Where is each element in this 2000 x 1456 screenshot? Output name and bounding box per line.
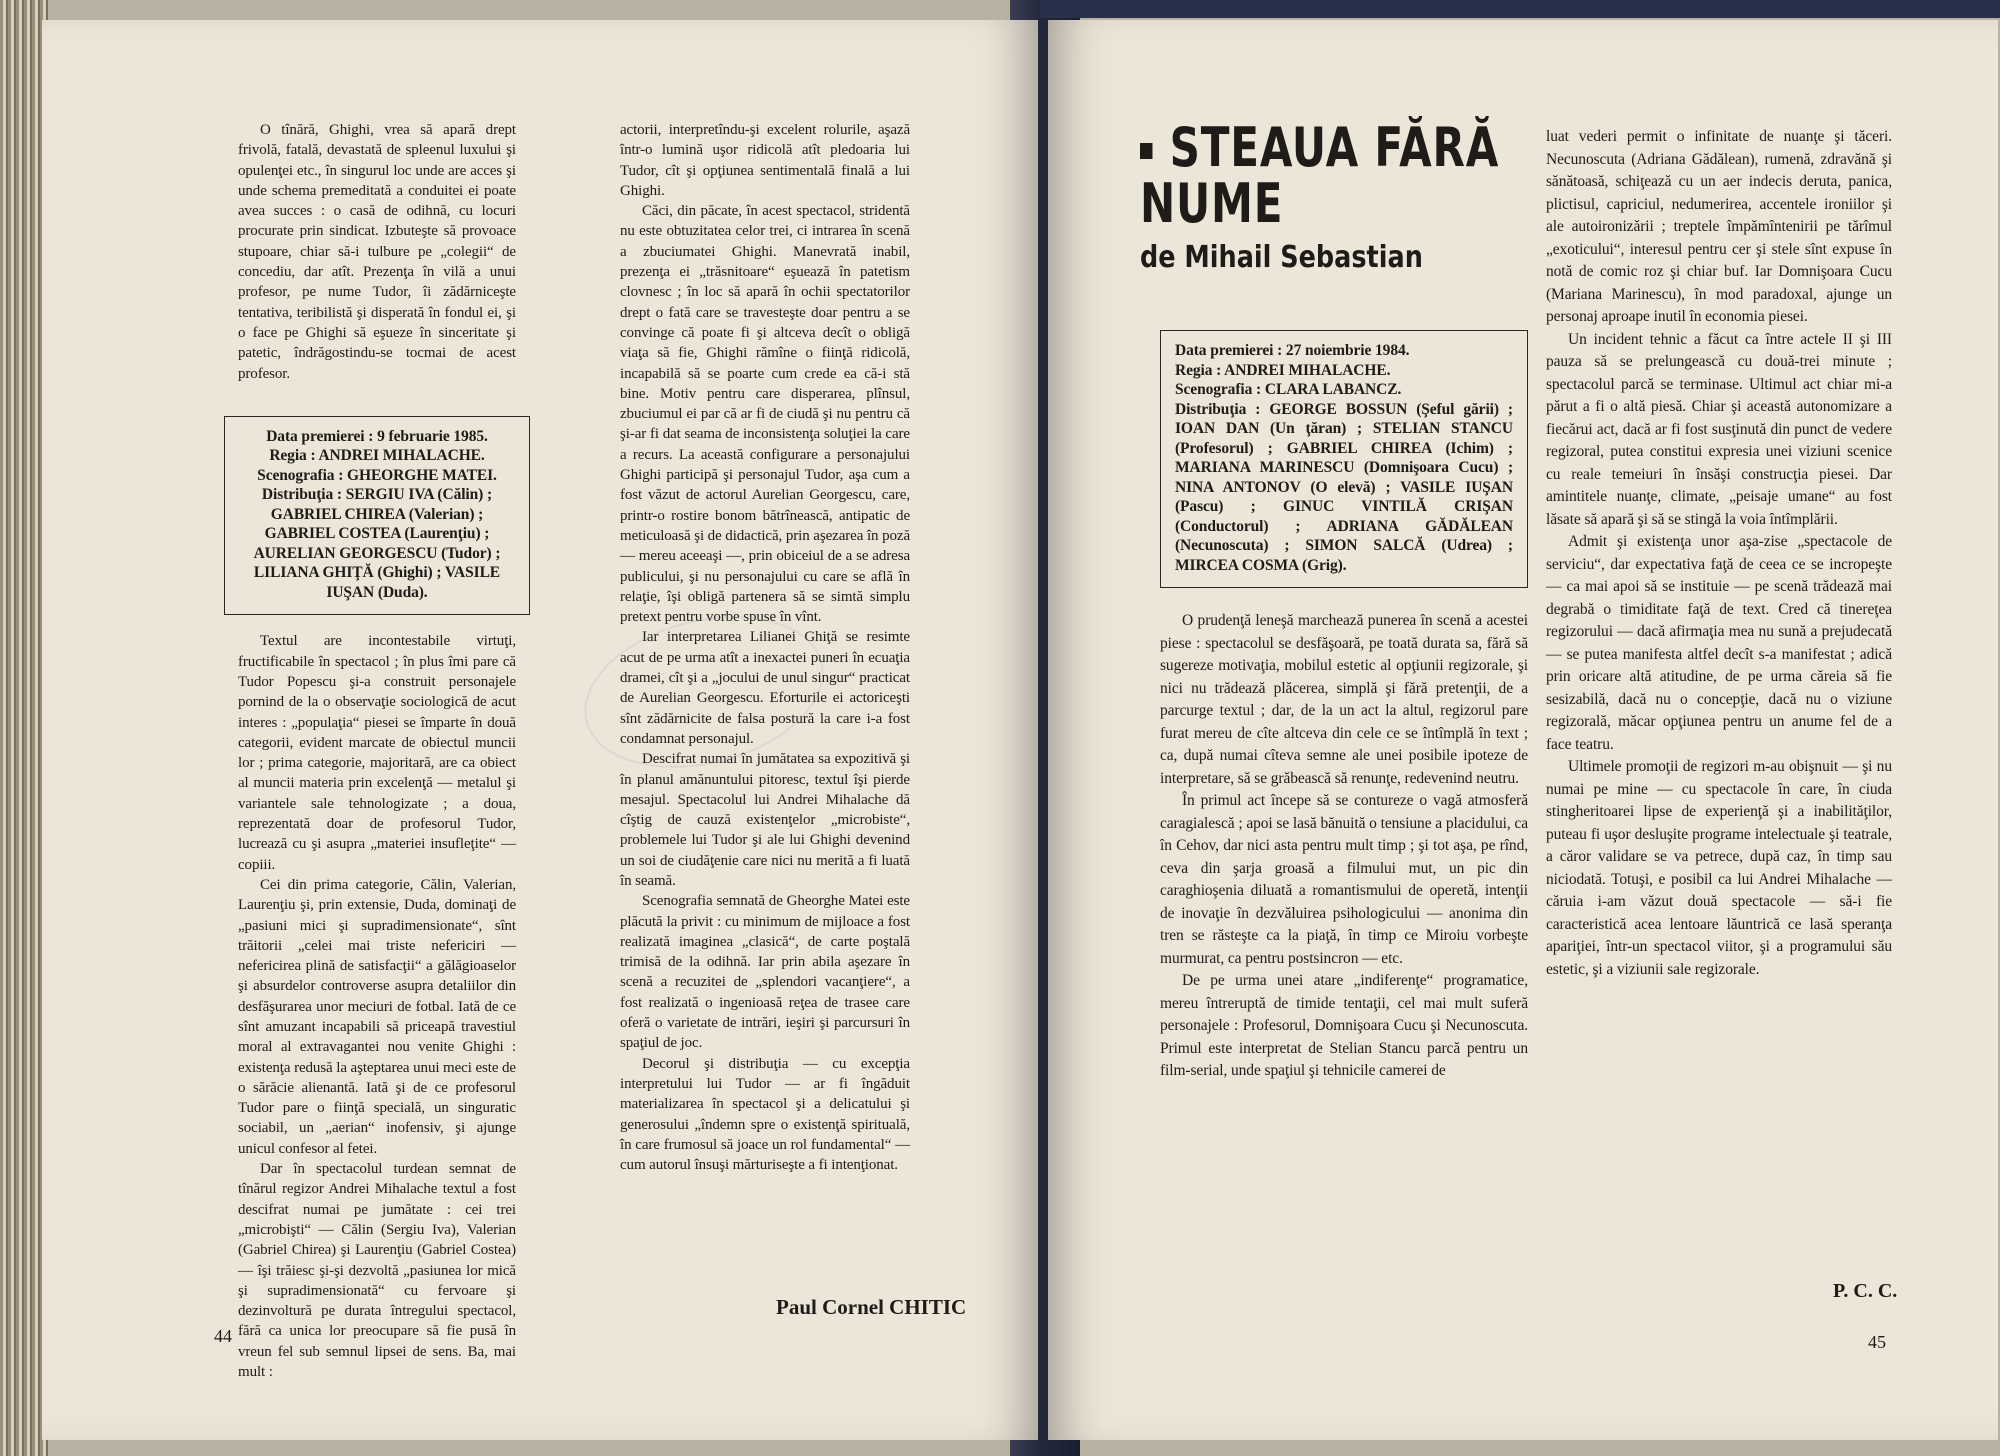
title-line-1: STEAUA FĂRĂ (1140, 120, 1452, 176)
right-column-2 (1546, 126, 1892, 981)
book-cover-edge (1040, 0, 2000, 18)
paragraph: Dar în spectacolul turdean semnat de tînărul regizor Andrei Mihalache textul a fost descifrat numai pe jumătate : cei trei „microbişti“ — Călin (Sergiu Iva), Valerian (Gabriel Chirea) şi Laurenţiu (Gabriel Costea) — îşi trăiesc şi-şi dezvoltă „pasiunea lor mică şi supradimensionată“ cu fervoare şi dezinvoltură pe durata întregului spectacol, fără ca unica lor preocupare să fie pusă în vreun fel sub semnul lipsei de sens. Ba, mai mult : (238, 1161, 516, 1381)
paragraph: Descifrat numai în jumătatea sa expozitivă şi în planul amănuntului pitoresc, textul îşi pierde mesajul. Spectacolul lui Andrei Mihalache dă cîştig de cauză existenţelor „microbiste“, problemele lui Tudor şi ale lui Ghighi devenind un soi de ciudăţenie care nici nu merită a fi luată în seamă. (620, 751, 910, 889)
paragraph: De pe urma unei atare „indiferenţe“ programatice, mereu întreruptă de timide tentaţii, cel mai mult suferă personajele : Profesorul, Domnişoara Cucu şi Necunoscuta. Primul este interpretat de Stelian Stancu parcă pentru un film-serial, unde spaţiul şi tehnicile camerei de (1160, 972, 1528, 1079)
right-page (1048, 20, 1998, 1440)
title-line-2: NUME (1140, 172, 1284, 235)
paragraph: Textul are incontestabile virtuţi, fructificabile în spectacol ; în plus îmi pare că Tudor Popescu şi-a construit personajele pornind de la o observaţie sociologică de acut interes : „populaţia“ piesei se împarte în două categorii, evident marcate de obiectul muncii lor ; prima categorie, majoritară, are ca obiect al muncii materia prin excelenţă — metalul şi variantele sale tehnologizate ; a doua, reprezentată doar de profesorul Tudor, lucrează cu şi asupra „materiei insufleţite“ — copiii. (238, 633, 516, 873)
set-design: Scenografia : GHEORGHE MATEI. (257, 466, 497, 484)
author-signature: P. C. C. (1833, 1280, 1898, 1302)
premiere-date: Data premierei : 27 noiembrie 1984. (1175, 342, 1410, 359)
paragraph: Scenografia semnată de Gheorghe Matei este plăcută la privit : cu minimum de mijloace a fost realizată imaginea „clasică“, de carte poştală trimisă de la odihnă. Iar prin abila aşezare în scenă a recuzitei de „splendori vacanţiere“, a fost realizată o ingenioasă reţea de trasee care oferă o varietate de intrări, ieşiri şi parcursuri în spaţiul de joc. (620, 893, 910, 1052)
paragraph: Admit şi existenţa unor aşa-zise „spectacole de serviciu“, dar expectativa faţă de ceea ce se incropeşte — ca mai apoi să se instituie — pe scenă trădează mai degrabă o timiditate faţă de text. Cred că tinereţea regizorului — dacă afirmaţia mea nu sună a prejudecată — se putea manifesta altfel decît s-a manifestat ; adică prin oricare altă atitudine, de pe urma căreia să fie sesizabilă, dacă nu o concepţie, dacă nu o viziune regizorală, măcar opţiunea pentru un anume fel de a face teatru. (1546, 533, 1892, 753)
set-design: Scenografia : CLARA LABANCZ. (1175, 381, 1402, 398)
paragraph: luat vederi permit o infinitate de nuanţe şi tăceri. Necunoscuta (Adriana Gădălean), rumenă, zdravănă şi sănătoasă, schiţează cu un aer indecis deruta, panica, plictisul, capriciul, nedumerirea, accentele ironiilor şi ale autoironizării ; treptele împămîntenirii pe tărîmul „exoticului“, interesul pentru cer şi stele sînt expuse în notă de comic roz şi chiar buf. Iar Domnişoara Cucu (Mariana Marinescu), în mod paradoxal, ajunge un personaj aproape inutil în economia piesei. (1546, 128, 1892, 325)
left-page (42, 20, 1038, 1440)
author-signature: Paul Cornel CHITIC (776, 1295, 967, 1319)
paragraph: O tînără, Ghighi, vrea să apară drept frivolă, fatală, devastată de spleenul luxului şi opulenţei etc., în singurul loc unde are acces şi unde schema premeditată a conduitei ei poate avea succes : o casă de odihnă, cu locuri procurate prin sindicat. Izbuteşte să provoace stupoare, chiar să-i tulbure pe „colegii“ de concediu, dar atît. Prezenţa în vilă a unui profesor, pe nume Tudor, îi zădărniceşte tentativa, teribilistă şi disperată în fondul ei, şi o face pe Ghighi să eşueze în sinceritate şi patetic, îndrăgostindu-se tocmai de acest profesor. (238, 122, 516, 382)
credits-box (224, 416, 530, 616)
playwright-byline: de Mihail Sebastian (1140, 240, 1423, 275)
credits-box (1160, 330, 1528, 588)
paragraph: Ultimele promoţii de regizori m-au obişnuit — şi nu numai pe mine — cu spectacole în care, în ciuda stingheritoarei lipse de experienţă şi a inabilităţilor, puteau fi uşor desluşite programe intelectuale şi teatrale, a căror validare se va petrece, după caz, în timp sau niciodată. Totuşi, e posibil ca lui Andrei Mihalache — căruia i-am văzut două spectacole — să-i fie caracteristică acea lentoare lăuntrică ce lasă speranţa apariţiei, într-un spectacol viitor, şi a programului său estetic, şi a viziunii sale regizorale. (1546, 758, 1892, 978)
paragraph: O prudenţă leneşă marchează punerea în scenă a acestei piese : spectacolul se desfăşoară, pe toată durata sa, fără să sugereze motivaţia, mobilul estetic al opţiunii regizorale, şi nici nu trădează plăcerea, simplă şi fără pretenţii, de a parcurge textul ; dar, de la un act la altul, regizorul pare furat mereu de cîte altceva din cele ce se întîmplă în text ; ca, după numai cîteva semne ale unei posibile ipoteze de interpretare, să se grăbească să renunţe, redevenind neutru. (1160, 612, 1528, 787)
paragraph: Iar interpretarea Lilianei Ghiţă se resimte acut de pe urma atît a inexactei puneri în ecuaţia dramei, cît şi a „jocului de unul singur“ practicat de Aurelian Georgescu. Eforturile ei actoriceşti sînt zădărnicite de falsa postură la care i-a fost condamnat personajul. (620, 629, 910, 747)
paragraph: Decorul şi distribuţia — cu excepţia interpretului lui Tudor — ar fi îngăduit materializarea în spectacol şi a delicatului şi generosului „îndemn spre o existenţă spirituală, în care frumosul să joace un rol fundamental“ — cum autorul însuşi mărturiseşte a fi intenţionat. (620, 1055, 910, 1174)
right-column-1 (1160, 320, 1528, 1083)
article-title (1140, 116, 1540, 278)
premiere-date: Data premierei : 9 februarie 1985. (266, 427, 488, 445)
paragraph: Căci, din păcate, în acest spectacol, stridentă nu este obtuzitatea celor trei, ci intrarea în scenă a zbuciumatei Ghighi. Manevrată inabil, prezenţa ei „trăsnitoare“ eşuează în patetism clovnesc ; în loc să apară în ochii spectatorilor drept o fată care se travesteşte doar pentru a se convinge că poate fi şi altceva decît o obligă viaţa să fie, Ghighi rămîne o fiinţă ridicolă, incapabilă să se poarte cum crede ea că-i stă bine. Motiv pentru care disperarea, plînsul, zbuciumul ei par că ar fi de ciudă şi nu pentru că şi-ar fi dat seama de inconsistenţa soluţiei la care a recurs. La această configurare a personajului Ghighi participă şi personajul Tudor, aşa cum a fost văzut de actorul Aurelian Georgescu, care, printr-o rostire bonom bătrînească, antipatic de meticuloasă şi de didactică, prin aşezarea în poză — mereu aceeaşi —, prin obiceiul de a se adresa publicului, şi nu personajului cu care se află în relaţie, îşi obligă partenera să se simtă simplu pretext pentru vorbe spuse în vînt. (620, 203, 910, 626)
paragraph: Un incident tehnic a făcut ca între actele II şi III pauza să se prelungească cu două-trei minute ; spectacolul parcă se terminase. Ultimul act chiar mi-a părut a fi o altă piesă. Chiar şi această autonomizare a fiecărui act, dacă ar fi fost susţinută din punct de vedere regizoral, putea constitui expresia unei viziuni scenice cu reale temeiuri în însăşi construcţia piesei. Dar amintitele nuanţe, climate, „peisaje umane“ au fost lăsate să apară şi să se stingă la voia întîmplării. (1546, 330, 1892, 528)
page-number: 45 (1868, 1332, 1886, 1352)
bullet-icon (1140, 143, 1152, 159)
left-column-1 (238, 120, 516, 1382)
director: Regia : ANDREI MIHALACHE. (1175, 361, 1391, 379)
paragraph: Cei din prima categorie, Călin, Valerian, Laurenţiu şi, prin extensie, Duda, dominaţi de „pasiuni mici şi supradimensionate“, sînt trăitorii „celei mai triste nefericiri — nefericirea plină de satisfacţii“ a gălăgioaselor şi absurdelor controverse asupra detaliilor din desfăşurarea unor meciuri de fotbal. Iată de ce sînt amuzant incapabili să priceapă travestiul moral al extravagantei nou venite Ghighi : existenţa redusă la aşteptarea unui meci este de o sărăcie alienantă. Iată şi de ce profesorul Tudor pare o fiinţă specială, un singuratic sociabil, un „aerian“ inofensiv, şi ajunge unicul confesor al fetei. (238, 876, 516, 1157)
cast: Distribuţia : GEORGE BOSSUN (Şeful gării) ; IOAN DAN (Un ţăran) ; STELIAN STANCU (Profesorul) ; GABRIEL CHIREA (Ichim) ; MARIANA MARINESCU (Domnişoara Cucu) ; NINA ANTONOV (O elevă) ; VASILE IUŞAN (Pascu) ; GINUC VINTILĂ CRIŞAN (Conductorul) ; ADRIANA GĂDĂLEAN (Necunoscuta) ; SIMON SALCĂ (Udrea) ; MIRCEA COSMA (Grig). (1175, 400, 1513, 574)
cast: Distribuţia : SERGIU IVA (Călin) ; GABRIEL CHIREA (Valerian) ; GABRIEL COSTEA (Laurenţiu) ; AURELIAN GEORGESCU (Tudor) ; LILIANA GHIŢĂ (Ghighi) ; VASILE IUŞAN (Duda). (253, 486, 501, 601)
paragraph: actorii, interpretîndu-şi excelent rolurile, aşază într-o lumină uşor ridicolă atît pledoaria lui Tudor, cît şi opţiunea sentimentală finală a lui Ghighi. (620, 122, 910, 199)
paragraph: În primul act începe să se contureze o vagă atmosferă caragialescă ; apoi se lasă bănuită o tensiune a placidului, ca în Cehov, dar nici asta pentru mult timp ; şi tot aşa, pe rînd, ceva din şarja groasă a filmului mut, un pic din caraghioşenia diluată a romantismului de operetă, intenţii de inovaţie în dezvăluirea psihologicului — anonima din tren se răsteşte ca la piaţă, în timp ce Miroiu vorbeşte murmurat, ca pentru postsincron — etc. (1160, 792, 1528, 967)
director: Regia : ANDREI MIHALACHE. (269, 447, 485, 465)
page-number: 44 (214, 1326, 232, 1346)
page-stack-edge (0, 0, 48, 1456)
